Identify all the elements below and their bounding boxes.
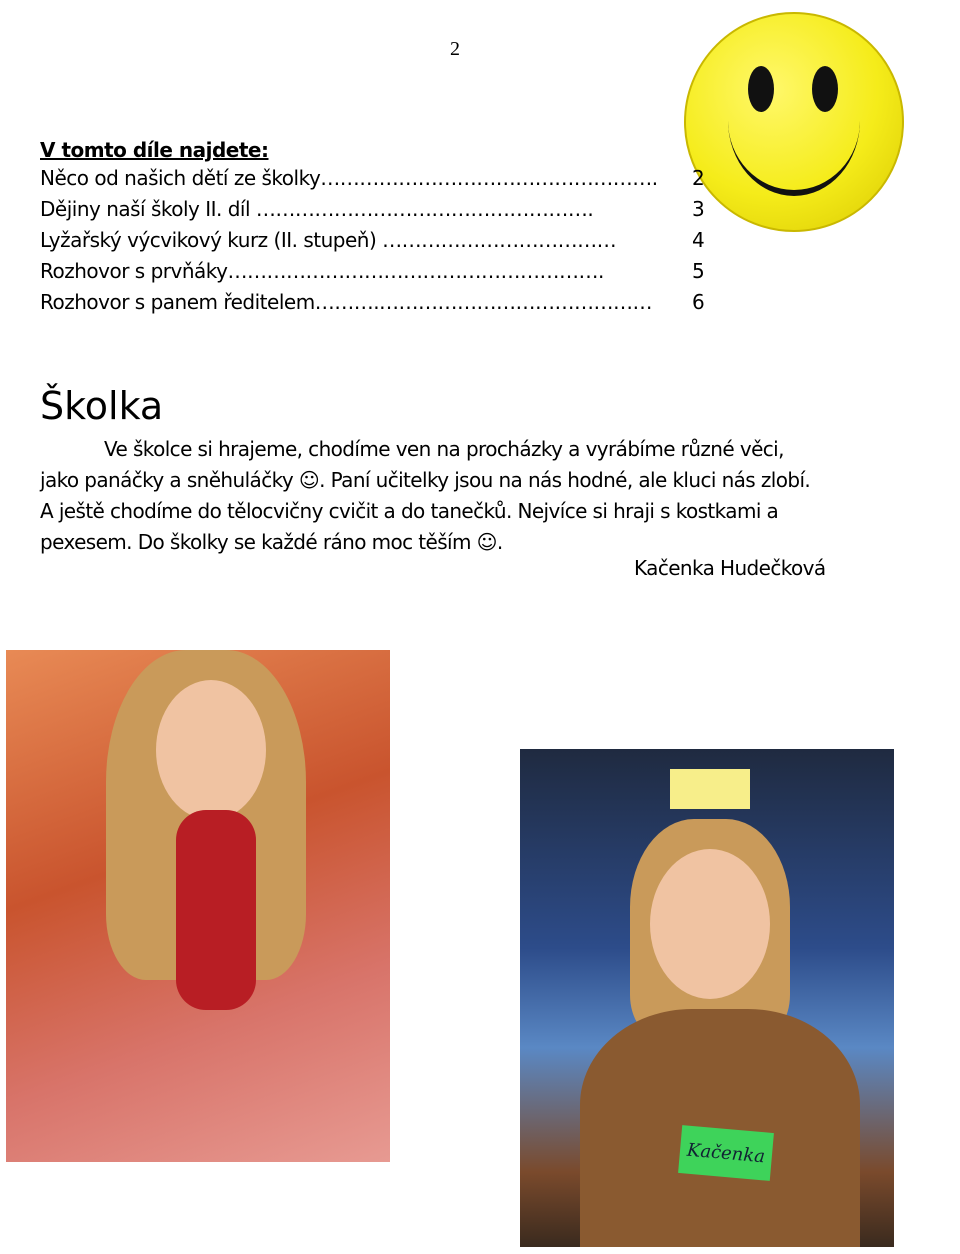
article-body	[40, 434, 880, 558]
toc-item	[40, 290, 710, 321]
toc-dots: …………………………………………….	[255, 197, 594, 221]
toc-item	[40, 197, 710, 228]
toc-title: Rozhovor s panem ředitelem	[40, 290, 315, 314]
toc-item	[40, 259, 710, 290]
toc-page: 3	[692, 197, 705, 221]
toc-heading: V tomto díle najdete:	[40, 138, 269, 162]
table-of-contents	[40, 138, 710, 321]
article-line: jako panáčky a sněhuláčky ☺. Paní učitelky jsou na nás hodné, ale kluci nás zlobí.	[40, 468, 811, 492]
toc-page: 5	[692, 259, 705, 283]
article-author: Kačenka Hudečková	[634, 556, 826, 580]
toc-item	[40, 228, 710, 259]
photo-face	[156, 680, 266, 820]
photo-paper-bow	[670, 769, 750, 809]
toc-dots: ……….……………………………………	[314, 290, 653, 314]
smiley-mouth	[728, 110, 860, 196]
article-title: Školka	[40, 384, 164, 428]
toc-page: 6	[692, 290, 705, 314]
photo-snowman-toy	[176, 810, 256, 1010]
toc-title: Dějiny naší školy II. díl	[40, 197, 256, 221]
toc-item	[40, 166, 710, 197]
photo-name-card: Kačenka	[678, 1125, 774, 1181]
toc-page: 2	[692, 166, 705, 190]
toc-dots: ………………………………	[382, 228, 617, 252]
photo-girl-with-snowman	[6, 650, 390, 1162]
toc-page: 4	[692, 228, 705, 252]
smiley-face-image	[684, 12, 904, 232]
toc-dots: ………………………………………………….	[227, 259, 604, 283]
page-number: 2	[450, 38, 460, 60]
article-line: Ve školce si hrajeme, chodíme ven na procházky a vyrábíme různé věci,	[104, 437, 784, 461]
photo-face	[650, 849, 770, 999]
smiley-eye	[812, 66, 838, 112]
article-line: A ještě chodíme do tělocvičny cvičit a do tanečků. Nejvíce si hraji s kostkami a	[40, 499, 779, 523]
toc-title: Lyžařský výcvikový kurz (II. stupeň)	[40, 228, 383, 252]
article-line: pexesem. Do školky se každé ráno moc těším ☺.	[40, 530, 503, 554]
toc-title: Rozhovor s prvňáky	[40, 259, 228, 283]
photo-girl-with-decoration	[520, 749, 894, 1247]
toc-dots: …………………………………………….	[320, 166, 658, 190]
smiley-eye	[748, 66, 774, 112]
toc-title: Něco od našich dětí ze školky	[40, 166, 321, 190]
